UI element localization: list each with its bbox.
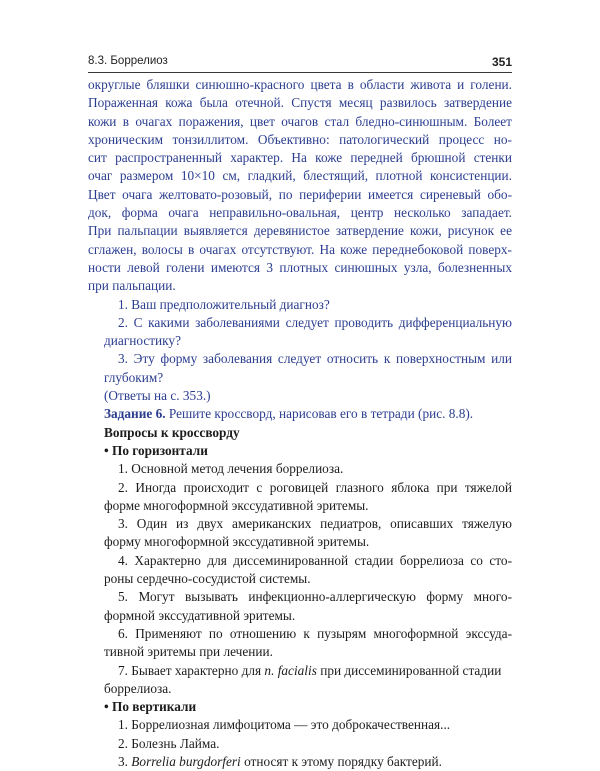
clue-h3: 3. Один из двух американских педиатров, описавших тяжелую	[118, 516, 512, 532]
page-number: 351	[491, 55, 512, 69]
section-title: 8.3. Боррелиоз	[88, 55, 168, 67]
clue-h5: 5. Могут вызывать инфекционно-аллергическую форму много-	[118, 589, 512, 605]
clue-h5-cont: формной экссудативной эритемы.	[104, 607, 296, 623]
case-line: док, форма очага неправильно-овальная, центр несколько западает.	[88, 205, 512, 221]
page-body	[88, 76, 512, 771]
clue-v2: 2. Болезнь Лайма.	[118, 735, 220, 751]
case-line: при пальпации.	[88, 278, 176, 294]
clue-v1: 1. Боррелиозная лимфоцитома — это доброкачественная...	[118, 717, 451, 733]
case-line: хроническим тонзиллитом. Объективно: патологический процесс но-	[88, 131, 512, 147]
crossword-heading: Вопросы к кроссворду	[104, 424, 240, 440]
vertical-heading: • По вертикали	[104, 699, 197, 715]
header-divider	[88, 72, 512, 73]
clue-h4-cont: роны сердечно-сосудистой системы.	[104, 571, 311, 587]
question-line: 2. С какими заболеваниями следует проводить дифференциальную	[118, 314, 512, 330]
case-description	[88, 76, 512, 296]
question-line: глубоким?	[104, 369, 164, 385]
question-line: 3. Эту форму заболевания следует относить к поверхностным или	[118, 351, 512, 367]
clue-h1: 1. Основной метод лечения боррелиоза.	[118, 461, 344, 477]
answers-reference: (Ответы на с. 353.)	[104, 388, 211, 404]
question-line: 1. Ваш предположительный диагноз?	[118, 296, 330, 312]
case-line: сит распространенный характер. На коже передней брюшной стенки	[88, 150, 512, 166]
clue-h7-pre: 7. Бывает характерно для	[118, 662, 265, 678]
clue-h7	[88, 662, 512, 680]
case-line: сглажен, волосы в очагах отсутствуют. На коже переднебоковой поверх-	[88, 241, 512, 257]
clue-h6: 6. Применяют по отношению к пузырям многоформной экссуда-	[118, 625, 512, 641]
clue-v3-term: Borrelia burgdorferi	[131, 753, 241, 769]
clue-v3-post: относят к этому порядку бактерий.	[240, 753, 442, 769]
question-line: диагностику?	[104, 333, 181, 349]
clue-h4: 4. Характерно для диссеминированной стадии боррелиоза со сто-	[118, 552, 512, 568]
clue-h3-cont: форму многоформной экссудативной эритемы.	[104, 534, 370, 550]
running-header	[88, 55, 512, 71]
clue-v3	[88, 753, 512, 771]
case-line: очаг размером 10×10 см, гладкий, блестящий, плотной консистенции.	[88, 168, 512, 184]
task-6	[88, 405, 512, 423]
case-line: Пораженная кожа была отечной. Спустя месяц развилось затвердение	[88, 95, 512, 111]
case-line: При пальпации выявляется деревянистое затвердение кожи, рисунок ее	[88, 223, 512, 239]
clue-h7-post: при диссеминированной стадии	[316, 662, 502, 678]
clue-v3-pre: 3.	[118, 753, 132, 769]
clue-h2: 2. Иногда происходит с роговицей глазного яблока при тяжелой	[118, 479, 512, 495]
task-label: Задание 6.	[104, 406, 166, 422]
case-questions	[88, 296, 512, 406]
task-text: Решите кроссворд, нарисовав его в тетради (рис. 8.8).	[165, 406, 474, 422]
case-line: ности левой голени имеются 3 плотных синюшных узла, болезненных	[88, 259, 512, 275]
case-line: Цвет очага желтовато-розовый, по периферии имеется сиреневый обо-	[88, 186, 512, 202]
clue-h7-term: n. facialis	[264, 662, 317, 678]
horizontal-heading: • По горизонтали	[104, 442, 208, 458]
clue-h6-cont: тивной эритемы при лечении.	[104, 644, 273, 660]
case-line: округлые бляшки синюшно-красного цвета в области живота и голени.	[88, 77, 512, 92]
clue-h7-cont: боррелиоза.	[104, 680, 172, 696]
clue-h2-cont: форме многоформной экссудативной эритемы.	[104, 497, 369, 513]
case-line: кожи в очагах поражения, цвет очагов стал бледно-синюшным. Болеет	[88, 113, 512, 129]
